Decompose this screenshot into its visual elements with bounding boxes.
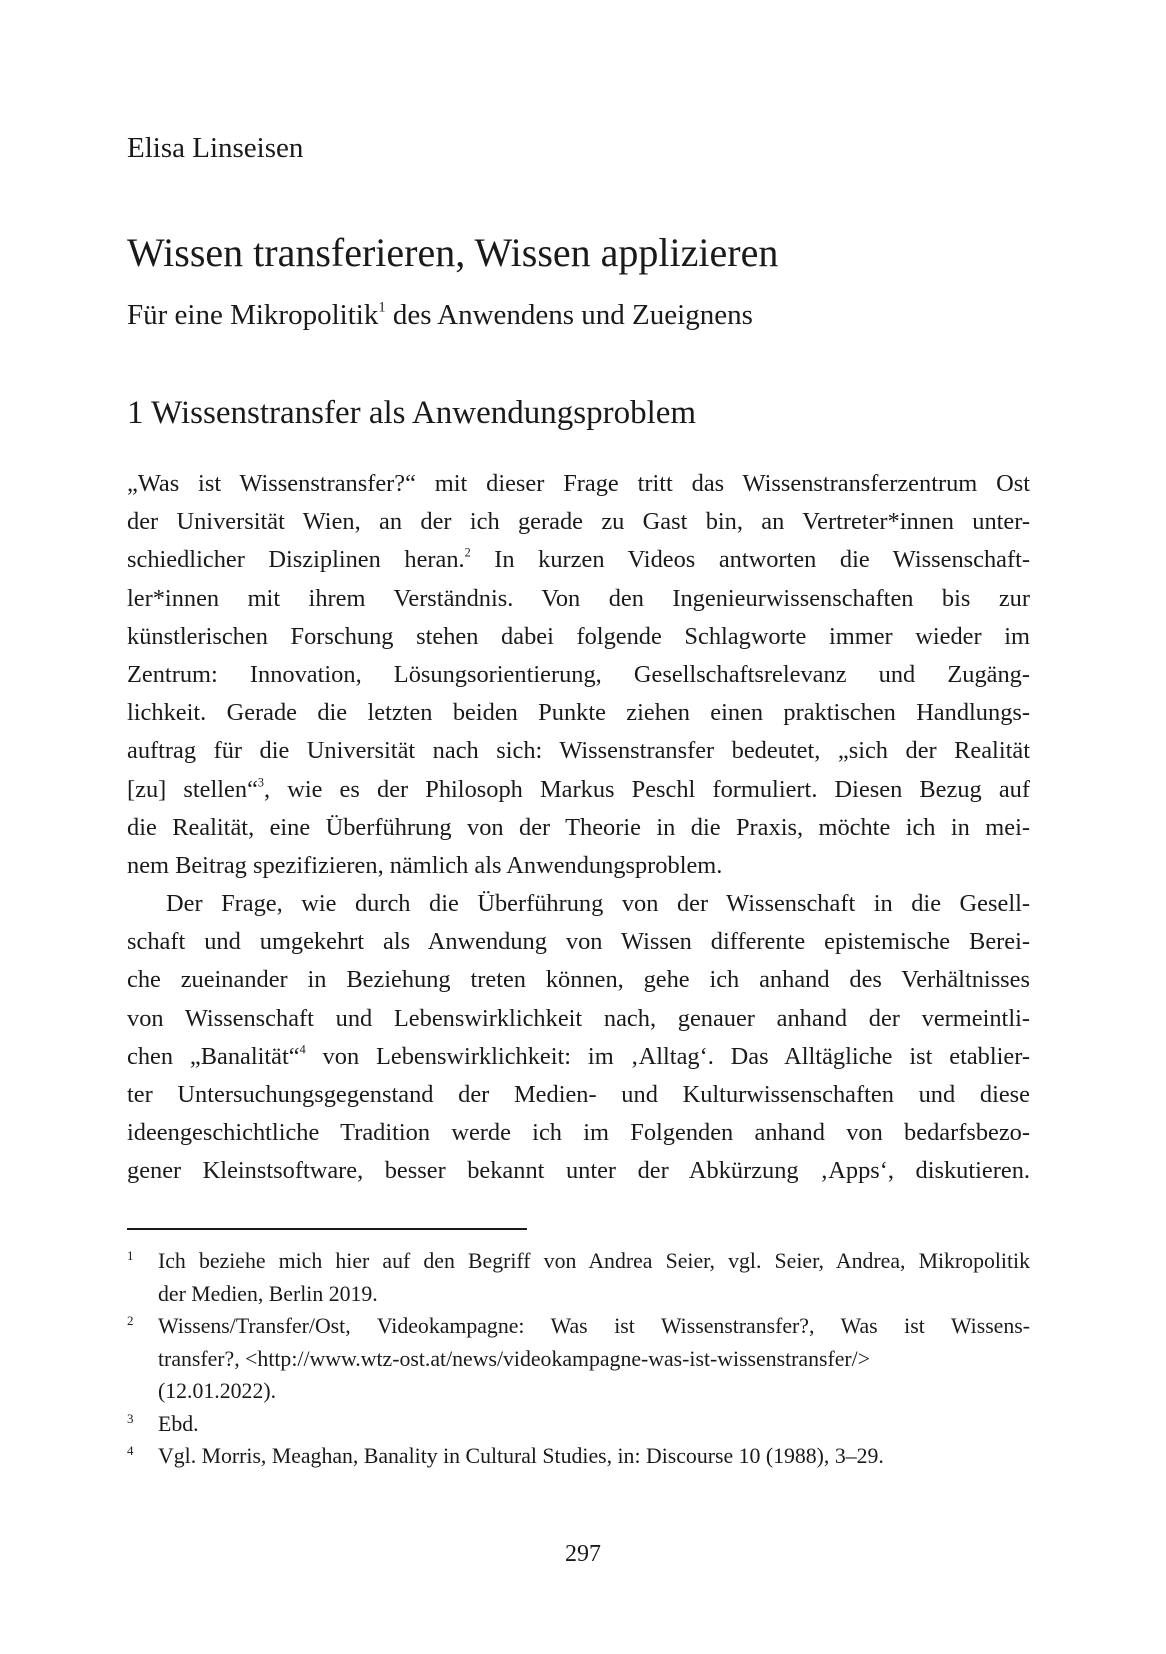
- chapter-subtitle: [127, 297, 753, 333]
- body-text-fragment: , wie es der Philosoph Markus Peschl formuliert. Diesen Bezug auf: [263, 775, 1030, 803]
- body-line: [127, 541, 1030, 579]
- body-line: ler*innen mit ihrem Verständnis. Von den Ingenieurwissenschaften bis zur: [127, 584, 1030, 612]
- footnotes: [127, 1245, 1030, 1473]
- footnote-number: 4: [127, 1443, 134, 1458]
- body-line: Der Frage, wie durch die Überführung von der Wissenschaft in die Gesell-: [166, 890, 1030, 918]
- footnote-number: 2: [127, 1313, 134, 1328]
- footnote-1: [127, 1245, 1030, 1310]
- footnote-line: (12.01.2022).: [158, 1379, 277, 1403]
- footnote-ref-3[interactable]: 3: [257, 775, 264, 790]
- footnote-number: 1: [127, 1248, 134, 1263]
- body-text-fragment: [zu] stellen“: [127, 775, 258, 803]
- body-line: ter Untersuchungsgegenstand der Medien- und Kulturwissenschaften und diese: [127, 1081, 1030, 1108]
- footnote-line: transfer?, <http://www.wtz-ost.at/news/videokampagne-was-ist-wissenstransfer/>: [158, 1346, 871, 1371]
- footnote-line: Ebd.: [158, 1411, 199, 1436]
- body-text-fragment: schiedlicher Disziplinen heran.: [127, 546, 465, 574]
- author-name: Elisa Linseisen: [127, 132, 304, 164]
- subtitle-text: Für eine Mikropolitik: [127, 299, 379, 331]
- body-line: der Universität Wien, an der ich gerade zu Gast bin, an Vertreter*innen unter-: [127, 508, 1030, 536]
- footnote-ref-2[interactable]: 2: [464, 546, 471, 561]
- footnote-line: Ich beziehe mich hier auf den Begriff von Andrea Seier, vgl. Seier, Andrea, Mikropolitik: [158, 1249, 1030, 1273]
- footnote-line: der Medien, Berlin 2019.: [158, 1281, 378, 1306]
- footnote-line: Vgl. Morris, Meaghan, Banality in Cultural Studies, in: Discourse 10 (1988), 3–29.: [158, 1444, 884, 1468]
- footnote-2: [127, 1310, 1030, 1408]
- body-line: „Was ist Wissenstransfer?“ mit dieser Frage tritt das Wissenstransferzentrum Ost: [127, 470, 1030, 497]
- body-line: nem Beitrag spezifizieren, nämlich als Anwendungsproblem.: [127, 851, 723, 879]
- body-text-fragment: In kurzen Videos antworten die Wissenschaft-: [470, 546, 1030, 574]
- footnote-ref-1[interactable]: 1: [378, 299, 386, 316]
- body-line: lichkeit. Gerade die letzten beiden Punkte ziehen einen praktischen Handlungs-: [127, 699, 1030, 727]
- body-line: Zentrum: Innovation, Lösungsorientierung, Gesellschaftsrelevanz und Zugäng-: [127, 660, 1030, 688]
- footnote-4: [127, 1440, 1030, 1473]
- body-line: von Wissenschaft und Lebenswirklichkeit nach, genauer anhand der vermeintli-: [127, 1004, 1030, 1032]
- footnote-ref-4[interactable]: 4: [299, 1042, 306, 1057]
- body-line: gener Kleinstsoftware, besser bekannt unter der Abkürzung ‚Apps‘, diskutieren.: [127, 1157, 1030, 1185]
- body-line: che zueinander in Beziehung treten können, gehe ich anhand des Verhältnisses: [127, 966, 1030, 994]
- body-text-fragment: chen „Banalität“: [127, 1042, 300, 1070]
- body-text-fragment: von Lebenswirklichkeit: im ‚Alltag‘. Das Alltägliche ist etablier-: [305, 1042, 1030, 1070]
- footnote-line: Wissens/Transfer/Ost, Videokampagne: Was ist Wissenstransfer?, Was ist Wissens-: [158, 1314, 1030, 1338]
- chapter-title: Wissen transferieren, Wissen applizieren: [127, 230, 779, 275]
- body-line: [127, 771, 1030, 809]
- body-text: [127, 465, 1030, 1191]
- footnote-3: [127, 1408, 1030, 1441]
- body-line: auftrag für die Universität nach sich: Wissenstransfer bedeutet, „sich der Realität: [127, 737, 1030, 765]
- section-heading: 1 Wissenstransfer als Anwendungsproblem: [127, 395, 697, 431]
- body-line: künstlerischen Forschung stehen dabei folgende Schlagworte immer wieder im: [127, 622, 1030, 650]
- body-line: [127, 1038, 1030, 1076]
- footnote-divider: [127, 1228, 527, 1230]
- footnote-number: 3: [127, 1410, 134, 1426]
- page-number: 297: [565, 1541, 601, 1567]
- body-line: die Realität, eine Überführung von der Theorie in die Praxis, möchte ich in mei-: [127, 813, 1030, 841]
- body-line: ideengeschichtliche Tradition werde ich im Folgenden anhand von bedarfsbezo-: [127, 1119, 1030, 1147]
- subtitle-text-end: des Anwendens und Zueignens: [385, 299, 753, 331]
- body-line: schaft und umgekehrt als Anwendung von Wissen differente epistemische Berei-: [127, 928, 1030, 956]
